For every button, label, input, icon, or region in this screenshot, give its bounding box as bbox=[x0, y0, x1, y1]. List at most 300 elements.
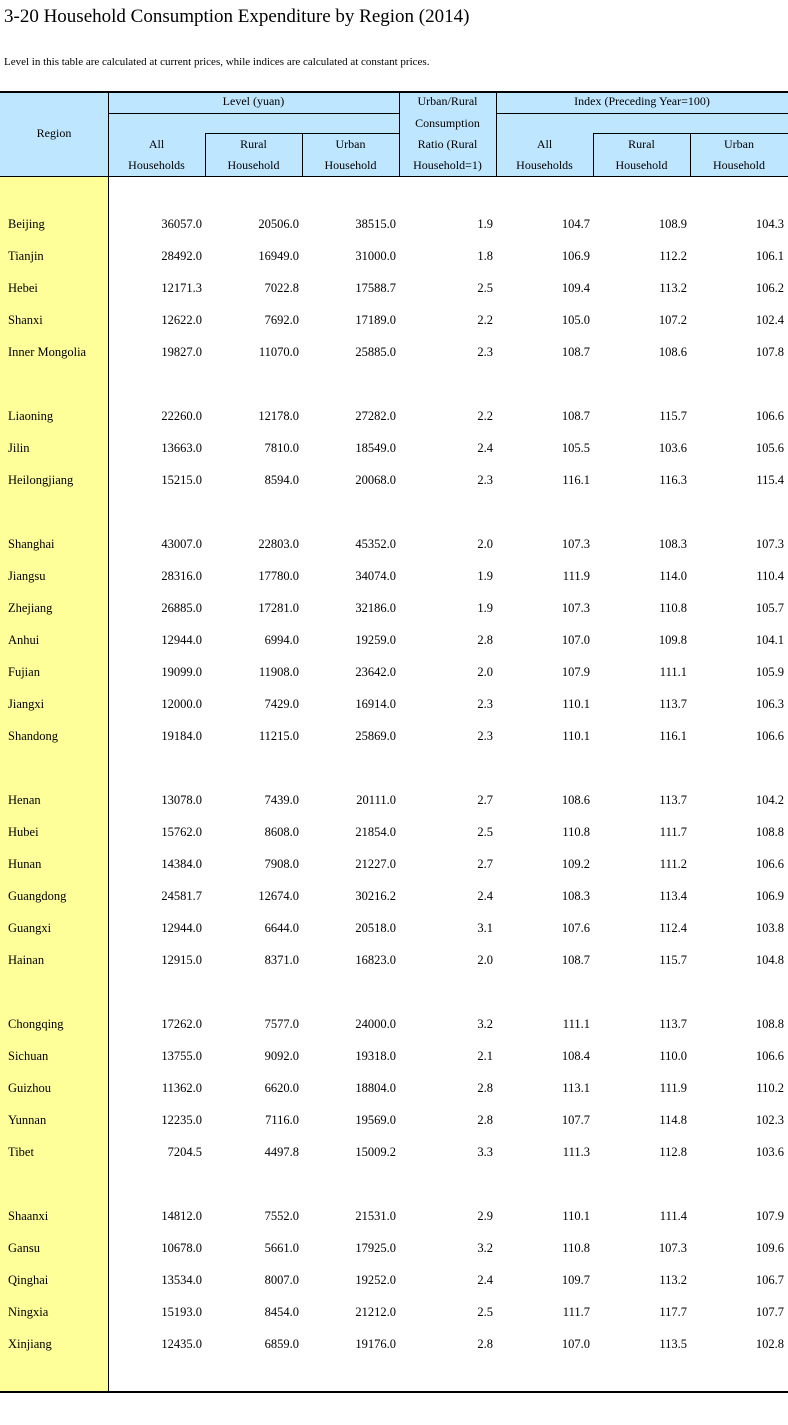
ratio-cell: 3.2 bbox=[477, 1241, 493, 1255]
index-all-cell: 110.1 bbox=[562, 1209, 590, 1223]
level-all-cell: 13078.0 bbox=[161, 793, 202, 807]
level-urban-cell: 20111.0 bbox=[356, 793, 396, 807]
level-urban-cell: 21212.0 bbox=[355, 1305, 396, 1319]
level-all-cell: 15762.0 bbox=[161, 825, 202, 839]
region-cell: Shaanxi bbox=[8, 1209, 49, 1223]
level-all-cell: 15193.0 bbox=[161, 1305, 202, 1319]
table-row bbox=[0, 816, 788, 848]
ratio-cell: 2.5 bbox=[477, 825, 493, 839]
region-cell: Anhui bbox=[8, 633, 40, 647]
level-rural-cell: 12674.0 bbox=[258, 889, 299, 903]
table-row bbox=[0, 1296, 788, 1328]
level-urban-cell: 16823.0 bbox=[355, 953, 396, 967]
table-row bbox=[0, 432, 788, 464]
header-ratio-line: Ratio (Rural bbox=[417, 137, 478, 151]
level-rural-cell: 8371.0 bbox=[264, 953, 299, 967]
table-row bbox=[0, 1040, 788, 1072]
index-all-cell: 109.2 bbox=[561, 857, 590, 871]
ratio-cell: 2.5 bbox=[477, 1305, 493, 1319]
index-rural-cell: 109.8 bbox=[658, 633, 687, 647]
index-urban-cell: 107.9 bbox=[755, 1209, 784, 1223]
level-urban-cell: 16914.0 bbox=[355, 697, 396, 711]
region-cell: Qinghai bbox=[8, 1273, 49, 1287]
region-cell: Shanghai bbox=[8, 537, 55, 551]
level-urban-cell: 19176.0 bbox=[355, 1337, 396, 1351]
table-row bbox=[0, 720, 788, 752]
ratio-cell: 2.7 bbox=[477, 857, 493, 871]
level-rural-cell: 7692.0 bbox=[264, 313, 299, 327]
level-urban-cell: 25869.0 bbox=[355, 729, 396, 743]
ratio-cell: 1.9 bbox=[477, 569, 493, 583]
index-rural-cell: 111.9 bbox=[659, 1081, 687, 1095]
index-rural-cell: 114.0 bbox=[659, 569, 687, 583]
index-all-cell: 109.4 bbox=[561, 281, 590, 295]
region-cell: Fujian bbox=[8, 665, 40, 679]
level-urban-cell: 32186.0 bbox=[355, 601, 396, 615]
index-all-cell: 107.7 bbox=[561, 1113, 590, 1127]
level-rural-cell: 8454.0 bbox=[264, 1305, 299, 1319]
index-urban-cell: 103.6 bbox=[755, 1145, 784, 1159]
index-all-cell: 111.3 bbox=[562, 1145, 590, 1159]
ratio-cell: 2.0 bbox=[477, 665, 493, 679]
header-ratio-line: Consumption bbox=[415, 116, 480, 130]
level-all-cell: 15215.0 bbox=[161, 473, 202, 487]
index-urban-cell: 106.6 bbox=[755, 729, 784, 743]
level-urban-cell: 21227.0 bbox=[355, 857, 396, 871]
level-rural-cell: 7577.0 bbox=[264, 1017, 299, 1031]
page-title: 3-20 Household Consumption Expenditure by Region (2014) bbox=[4, 6, 470, 27]
header-ratio-line: Urban/Rural bbox=[417, 94, 478, 108]
index-all-cell: 107.6 bbox=[561, 921, 590, 935]
region-cell: Guangxi bbox=[8, 921, 52, 935]
table-row bbox=[0, 1328, 788, 1360]
ratio-cell: 2.4 bbox=[477, 889, 493, 903]
index-all-cell: 108.3 bbox=[561, 889, 590, 903]
table-row bbox=[0, 240, 788, 272]
region-cell: Hubei bbox=[8, 825, 39, 839]
region-cell: Chongqing bbox=[8, 1017, 64, 1031]
index-rural-cell: 111.2 bbox=[659, 857, 687, 871]
index-all-cell: 108.7 bbox=[561, 409, 590, 423]
level-all-cell: 13755.0 bbox=[161, 1049, 202, 1063]
index-urban-cell: 107.7 bbox=[755, 1305, 784, 1319]
table-row bbox=[0, 1072, 788, 1104]
header-level-urban: Household bbox=[324, 158, 377, 172]
header-rule bbox=[108, 113, 399, 114]
header-level-rural: Rural bbox=[240, 137, 267, 151]
index-all-cell: 108.4 bbox=[561, 1049, 590, 1063]
index-urban-cell: 104.2 bbox=[755, 793, 784, 807]
region-cell: Henan bbox=[8, 793, 41, 807]
region-cell: Sichuan bbox=[8, 1049, 49, 1063]
region-cell: Hebei bbox=[8, 281, 38, 295]
index-all-cell: 104.7 bbox=[561, 217, 590, 231]
index-rural-cell: 115.7 bbox=[659, 409, 687, 423]
index-all-cell: 111.9 bbox=[562, 569, 590, 583]
index-urban-cell: 106.6 bbox=[755, 1049, 784, 1063]
index-rural-cell: 117.7 bbox=[659, 1305, 687, 1319]
level-rural-cell: 11070.0 bbox=[258, 345, 299, 359]
level-all-cell: 19827.0 bbox=[161, 345, 202, 359]
index-rural-cell: 116.3 bbox=[659, 473, 687, 487]
level-all-cell: 36057.0 bbox=[161, 217, 202, 231]
index-rural-cell: 113.7 bbox=[659, 1017, 687, 1031]
ratio-cell: 2.3 bbox=[477, 729, 493, 743]
level-all-cell: 14384.0 bbox=[161, 857, 202, 871]
level-urban-cell: 17189.0 bbox=[355, 313, 396, 327]
region-cell: Jiangsu bbox=[8, 569, 46, 583]
index-all-cell: 110.8 bbox=[562, 825, 590, 839]
level-urban-cell: 19569.0 bbox=[355, 1113, 396, 1127]
index-urban-cell: 108.8 bbox=[755, 825, 784, 839]
index-urban-cell: 103.8 bbox=[755, 921, 784, 935]
ratio-cell: 3.3 bbox=[477, 1145, 493, 1159]
level-all-cell: 14812.0 bbox=[161, 1209, 202, 1223]
index-rural-cell: 108.3 bbox=[658, 537, 687, 551]
region-cell: Shandong bbox=[8, 729, 58, 743]
ratio-cell: 2.8 bbox=[477, 633, 493, 647]
index-rural-cell: 107.2 bbox=[658, 313, 687, 327]
index-urban-cell: 105.7 bbox=[755, 601, 784, 615]
index-rural-cell: 108.6 bbox=[658, 345, 687, 359]
index-all-cell: 107.0 bbox=[561, 1337, 590, 1351]
index-all-cell: 107.3 bbox=[561, 601, 590, 615]
index-rural-cell: 114.8 bbox=[659, 1113, 687, 1127]
header-level-all: Households bbox=[128, 158, 185, 172]
level-rural-cell: 7116.0 bbox=[265, 1113, 299, 1127]
index-rural-cell: 113.7 bbox=[659, 793, 687, 807]
level-rural-cell: 8007.0 bbox=[264, 1273, 299, 1287]
table-row bbox=[0, 560, 788, 592]
ratio-cell: 2.2 bbox=[477, 313, 493, 327]
table-row bbox=[0, 1264, 788, 1296]
table-row bbox=[0, 592, 788, 624]
index-all-cell: 105.0 bbox=[561, 313, 590, 327]
table-row bbox=[0, 880, 788, 912]
expenditure-table bbox=[0, 91, 788, 1393]
level-rural-cell: 6644.0 bbox=[264, 921, 299, 935]
index-urban-cell: 104.8 bbox=[755, 953, 784, 967]
table-row bbox=[0, 400, 788, 432]
index-urban-cell: 106.1 bbox=[755, 249, 784, 263]
index-urban-cell: 102.3 bbox=[755, 1113, 784, 1127]
index-urban-cell: 102.4 bbox=[755, 313, 784, 327]
level-urban-cell: 15009.2 bbox=[355, 1145, 396, 1159]
ratio-cell: 2.0 bbox=[477, 953, 493, 967]
level-all-cell: 12435.0 bbox=[161, 1337, 202, 1351]
level-rural-cell: 20506.0 bbox=[258, 217, 299, 231]
region-cell: Yunnan bbox=[8, 1113, 47, 1127]
level-urban-cell: 38515.0 bbox=[355, 217, 396, 231]
region-cell: Hunan bbox=[8, 857, 42, 871]
level-all-cell: 13663.0 bbox=[161, 441, 202, 455]
index-urban-cell: 106.2 bbox=[755, 281, 784, 295]
header-index-all: Households bbox=[516, 158, 573, 172]
index-rural-cell: 116.1 bbox=[659, 729, 687, 743]
level-rural-cell: 7810.0 bbox=[264, 441, 299, 455]
price-note: Level in this table are calculated at current prices, while indices are calculated at constant prices. bbox=[4, 56, 430, 68]
ratio-cell: 2.4 bbox=[477, 1273, 493, 1287]
level-urban-cell: 23642.0 bbox=[355, 665, 396, 679]
level-rural-cell: 17780.0 bbox=[258, 569, 299, 583]
level-rural-cell: 17281.0 bbox=[258, 601, 299, 615]
index-rural-cell: 113.7 bbox=[659, 697, 687, 711]
ratio-cell: 2.3 bbox=[477, 473, 493, 487]
index-rural-cell: 110.0 bbox=[659, 1049, 687, 1063]
level-all-cell: 13534.0 bbox=[161, 1273, 202, 1287]
table-row bbox=[0, 272, 788, 304]
region-cell: Hainan bbox=[8, 953, 45, 967]
table-row bbox=[0, 1104, 788, 1136]
index-rural-cell: 112.4 bbox=[659, 921, 687, 935]
index-all-cell: 111.7 bbox=[562, 1305, 590, 1319]
level-all-cell: 12622.0 bbox=[161, 313, 202, 327]
table-row bbox=[0, 336, 788, 368]
index-rural-cell: 113.2 bbox=[659, 281, 687, 295]
table-row bbox=[0, 528, 788, 560]
index-all-cell: 109.7 bbox=[561, 1273, 590, 1287]
level-all-cell: 19184.0 bbox=[161, 729, 202, 743]
index-urban-cell: 108.8 bbox=[755, 1017, 784, 1031]
level-rural-cell: 12178.0 bbox=[258, 409, 299, 423]
ratio-cell: 2.7 bbox=[477, 793, 493, 807]
table-row bbox=[0, 208, 788, 240]
ratio-cell: 2.3 bbox=[477, 697, 493, 711]
region-cell: Shanxi bbox=[8, 313, 43, 327]
level-urban-cell: 20518.0 bbox=[355, 921, 396, 935]
ratio-cell: 2.0 bbox=[477, 537, 493, 551]
index-all-cell: 105.5 bbox=[561, 441, 590, 455]
header-ratio-line: Household=1) bbox=[413, 158, 482, 172]
index-rural-cell: 111.1 bbox=[659, 665, 687, 679]
region-cell: Gansu bbox=[8, 1241, 40, 1255]
level-urban-cell: 19318.0 bbox=[355, 1049, 396, 1063]
ratio-cell: 3.2 bbox=[477, 1017, 493, 1031]
level-rural-cell: 16949.0 bbox=[258, 249, 299, 263]
index-all-cell: 110.8 bbox=[562, 1241, 590, 1255]
level-all-cell: 26885.0 bbox=[161, 601, 202, 615]
level-all-cell: 10678.0 bbox=[161, 1241, 202, 1255]
level-rural-cell: 6620.0 bbox=[264, 1081, 299, 1095]
index-all-cell: 111.1 bbox=[562, 1017, 590, 1031]
level-rural-cell: 6994.0 bbox=[264, 633, 299, 647]
table-row bbox=[0, 1232, 788, 1264]
index-rural-cell: 112.8 bbox=[659, 1145, 687, 1159]
index-urban-cell: 106.7 bbox=[755, 1273, 784, 1287]
level-rural-cell: 11908.0 bbox=[258, 665, 299, 679]
index-rural-cell: 111.7 bbox=[659, 825, 687, 839]
region-cell: Tibet bbox=[8, 1145, 34, 1159]
ratio-cell: 2.8 bbox=[477, 1081, 493, 1095]
index-all-cell: 108.7 bbox=[561, 953, 590, 967]
index-urban-cell: 110.2 bbox=[756, 1081, 784, 1095]
table-row bbox=[0, 1200, 788, 1232]
index-urban-cell: 107.3 bbox=[755, 537, 784, 551]
level-urban-cell: 27282.0 bbox=[355, 409, 396, 423]
index-urban-cell: 105.9 bbox=[755, 665, 784, 679]
level-rural-cell: 7552.0 bbox=[264, 1209, 299, 1223]
level-urban-cell: 17925.0 bbox=[355, 1241, 396, 1255]
level-urban-cell: 30216.2 bbox=[355, 889, 396, 903]
level-rural-cell: 9092.0 bbox=[264, 1049, 299, 1063]
ratio-cell: 2.4 bbox=[477, 441, 493, 455]
level-urban-cell: 25885.0 bbox=[355, 345, 396, 359]
level-urban-cell: 34074.0 bbox=[355, 569, 396, 583]
index-urban-cell: 110.4 bbox=[756, 569, 784, 583]
header-index-rural: Household bbox=[615, 158, 668, 172]
bottom-rule bbox=[0, 1391, 788, 1393]
level-all-cell: 7204.5 bbox=[167, 1145, 202, 1159]
header-level-urban: Urban bbox=[335, 137, 366, 151]
header-index: Index (Preceding Year=100) bbox=[574, 94, 710, 108]
level-all-cell: 22260.0 bbox=[161, 409, 202, 423]
table-row bbox=[0, 848, 788, 880]
region-cell: Xinjiang bbox=[8, 1337, 52, 1351]
level-all-cell: 12915.0 bbox=[161, 953, 202, 967]
ratio-cell: 2.5 bbox=[477, 281, 493, 295]
level-rural-cell: 7908.0 bbox=[264, 857, 299, 871]
index-urban-cell: 115.4 bbox=[756, 473, 784, 487]
header-index-rural: Rural bbox=[628, 137, 655, 151]
index-all-cell: 110.1 bbox=[562, 729, 590, 743]
level-urban-cell: 20068.0 bbox=[355, 473, 396, 487]
level-all-cell: 12235.0 bbox=[161, 1113, 202, 1127]
level-all-cell: 12000.0 bbox=[161, 697, 202, 711]
region-cell: Beijing bbox=[8, 217, 45, 231]
ratio-cell: 2.1 bbox=[477, 1049, 493, 1063]
index-all-cell: 113.1 bbox=[562, 1081, 590, 1095]
region-cell: Ningxia bbox=[8, 1305, 49, 1319]
level-urban-cell: 19259.0 bbox=[355, 633, 396, 647]
table-row bbox=[0, 624, 788, 656]
index-rural-cell: 103.6 bbox=[658, 441, 687, 455]
level-urban-cell: 19252.0 bbox=[355, 1273, 396, 1287]
level-all-cell: 12944.0 bbox=[161, 633, 202, 647]
region-cell: Inner Mongolia bbox=[8, 345, 87, 359]
index-rural-cell: 110.8 bbox=[659, 601, 687, 615]
table-row bbox=[0, 1008, 788, 1040]
header-level-rural: Household bbox=[227, 158, 280, 172]
level-all-cell: 28492.0 bbox=[161, 249, 202, 263]
index-rural-cell: 111.4 bbox=[659, 1209, 687, 1223]
ratio-cell: 2.2 bbox=[477, 409, 493, 423]
table-row bbox=[0, 656, 788, 688]
level-rural-cell: 7022.8 bbox=[264, 281, 299, 295]
index-urban-cell: 104.1 bbox=[755, 633, 784, 647]
index-rural-cell: 108.9 bbox=[658, 217, 687, 231]
region-cell: Heilongjiang bbox=[8, 473, 74, 487]
header-region: Region bbox=[36, 126, 72, 140]
level-urban-cell: 18549.0 bbox=[355, 441, 396, 455]
ratio-cell: 2.9 bbox=[477, 1209, 493, 1223]
region-cell: Guangdong bbox=[8, 889, 67, 903]
ratio-cell: 2.3 bbox=[477, 345, 493, 359]
index-urban-cell: 107.8 bbox=[755, 345, 784, 359]
index-urban-cell: 105.6 bbox=[755, 441, 784, 455]
index-all-cell: 107.3 bbox=[561, 537, 590, 551]
level-all-cell: 28316.0 bbox=[161, 569, 202, 583]
index-all-cell: 107.0 bbox=[561, 633, 590, 647]
index-all-cell: 110.1 bbox=[562, 697, 590, 711]
index-urban-cell: 106.9 bbox=[755, 889, 784, 903]
region-cell: Zhejiang bbox=[8, 601, 53, 615]
index-all-cell: 108.7 bbox=[561, 345, 590, 359]
ratio-cell: 3.1 bbox=[477, 921, 493, 935]
level-rural-cell: 11215.0 bbox=[258, 729, 299, 743]
table-row bbox=[0, 912, 788, 944]
header-level: Level (yuan) bbox=[222, 94, 285, 108]
region-cell: Tianjin bbox=[8, 249, 44, 263]
level-all-cell: 24581.7 bbox=[161, 889, 202, 903]
index-urban-cell: 106.6 bbox=[755, 857, 784, 871]
ratio-cell: 1.8 bbox=[477, 249, 493, 263]
region-cell: Jilin bbox=[8, 441, 30, 455]
header-level-all: All bbox=[148, 137, 165, 151]
header-index-all: All bbox=[536, 137, 553, 151]
level-rural-cell: 4497.8 bbox=[264, 1145, 299, 1159]
index-rural-cell: 113.5 bbox=[659, 1337, 687, 1351]
index-rural-cell: 107.3 bbox=[658, 1241, 687, 1255]
index-rural-cell: 113.2 bbox=[659, 1273, 687, 1287]
level-urban-cell: 21531.0 bbox=[355, 1209, 396, 1223]
level-rural-cell: 5661.0 bbox=[264, 1241, 299, 1255]
level-all-cell: 17262.0 bbox=[161, 1017, 202, 1031]
level-all-cell: 43007.0 bbox=[161, 537, 202, 551]
region-cell: Jiangxi bbox=[8, 697, 45, 711]
index-urban-cell: 104.3 bbox=[755, 217, 784, 231]
level-urban-cell: 31000.0 bbox=[355, 249, 396, 263]
index-all-cell: 107.9 bbox=[561, 665, 590, 679]
table-row bbox=[0, 464, 788, 496]
level-all-cell: 12944.0 bbox=[161, 921, 202, 935]
index-urban-cell: 106.3 bbox=[755, 697, 784, 711]
header-index-urban: Household bbox=[713, 158, 765, 172]
ratio-cell: 2.8 bbox=[477, 1337, 493, 1351]
index-rural-cell: 112.2 bbox=[659, 249, 687, 263]
level-rural-cell: 7429.0 bbox=[264, 697, 299, 711]
region-cell: Guizhou bbox=[8, 1081, 52, 1095]
level-all-cell: 11362.0 bbox=[161, 1081, 202, 1095]
level-rural-cell: 7439.0 bbox=[264, 793, 299, 807]
table-row bbox=[0, 688, 788, 720]
level-urban-cell: 45352.0 bbox=[355, 537, 396, 551]
index-rural-cell: 113.4 bbox=[659, 889, 687, 903]
index-all-cell: 116.1 bbox=[562, 473, 590, 487]
level-urban-cell: 17588.7 bbox=[355, 281, 396, 295]
level-urban-cell: 18804.0 bbox=[355, 1081, 396, 1095]
level-urban-cell: 21854.0 bbox=[355, 825, 396, 839]
table-row bbox=[0, 784, 788, 816]
region-cell: Liaoning bbox=[8, 409, 54, 423]
index-rural-cell: 115.7 bbox=[659, 953, 687, 967]
level-all-cell: 19099.0 bbox=[161, 665, 202, 679]
table-row bbox=[0, 1136, 788, 1168]
level-rural-cell: 8608.0 bbox=[264, 825, 299, 839]
header-rule bbox=[496, 113, 788, 114]
table-row bbox=[0, 944, 788, 976]
ratio-cell: 1.9 bbox=[477, 217, 493, 231]
header-index-urban: Urban bbox=[724, 137, 754, 151]
index-urban-cell: 109.6 bbox=[755, 1241, 784, 1255]
index-all-cell: 106.9 bbox=[561, 249, 590, 263]
index-all-cell: 108.6 bbox=[561, 793, 590, 807]
index-urban-cell: 102.8 bbox=[755, 1337, 784, 1351]
ratio-cell: 1.9 bbox=[477, 601, 493, 615]
table-row bbox=[0, 304, 788, 336]
level-all-cell: 12171.3 bbox=[161, 281, 202, 295]
level-rural-cell: 22803.0 bbox=[258, 537, 299, 551]
ratio-cell: 2.8 bbox=[477, 1113, 493, 1127]
